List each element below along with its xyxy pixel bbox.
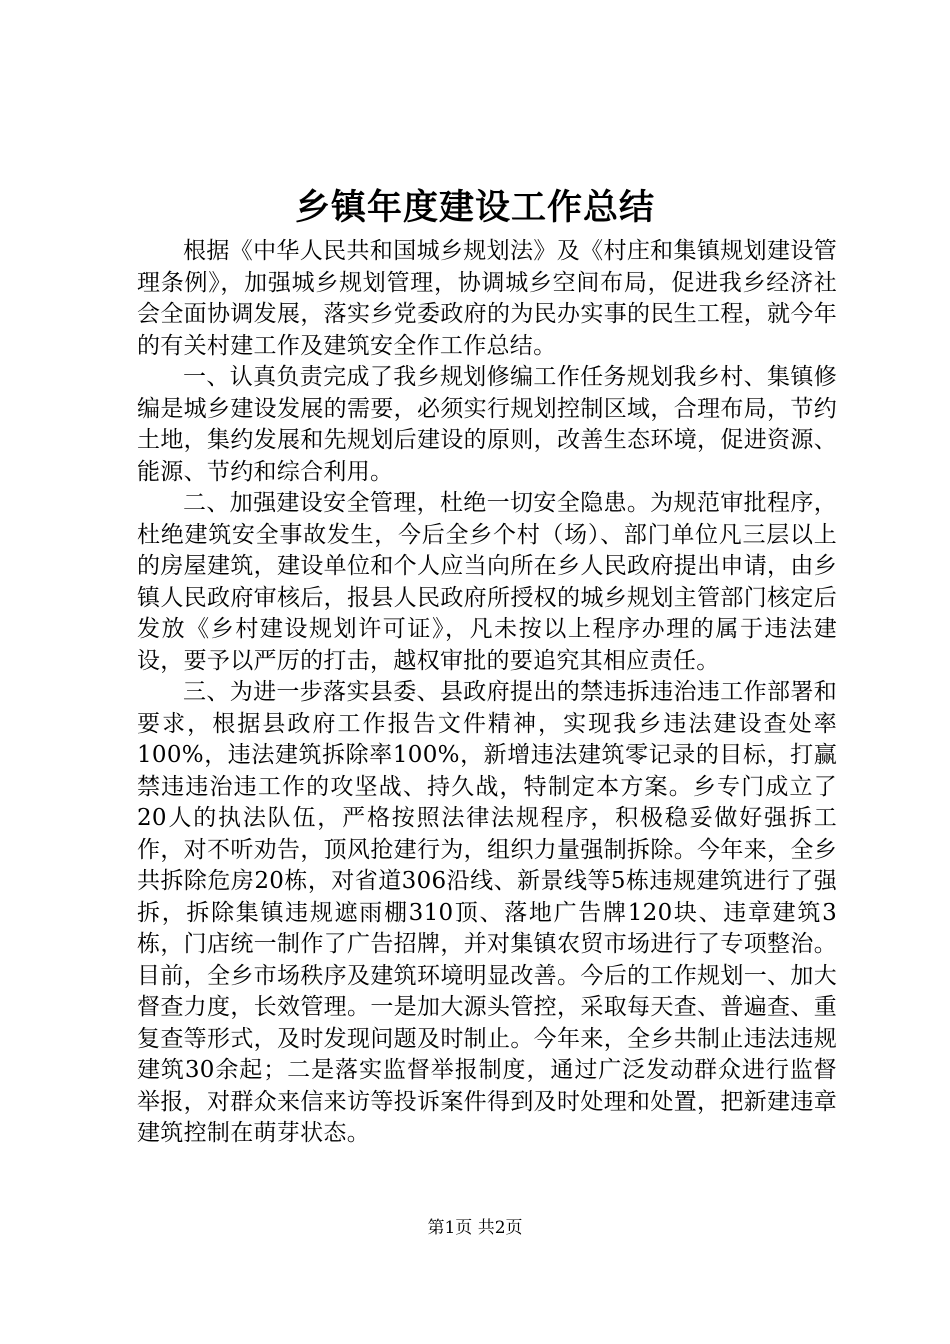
paragraph-section-3: 三、为进一步落实县委、县政府提出的禁违拆违治违工作部署和要求，根据县政府工作报告文件精神，实现我乡违法建设查处率100%，违法建筑拆除率100%，新增违法建筑零记录的目标，打赢禁违违治违工作的攻坚战、持久战，特制定本方案。乡专门成立了20人的执法队伍，严格按照法律法规程序，积极稳妥做好强拆工作，对不听劝告，顶风抢建行为，组织力量强制拆除。今年来，全乡共拆除危房20栋，对省道306沿线、新景线等5栋违规建筑进行了强拆，拆除集镇违规遮雨棚310顶、落地广告牌120块、违章建筑3栋，门店统一制作了广告招牌，并对集镇农贸市场进行了专项整治。目前，全乡市场秩序及建筑环境明显改善。今后的工作规划一、加大督查力度，长效管理。一是加大源头管控，采取每天查、普遍查、重复查等形式，及时发现问题及时制止。今年来，全乡共制止违法违规建筑30余起；二是落实监督举报制度，通过广泛发动群众进行监督举报，对群众来信来访等投诉案件得到及时处理和处置，把新建违章建筑控制在萌芽状态。 <box>137 679 837 1146</box>
paragraph-section-2: 二、加强建设安全管理，杜绝一切安全隐患。为规范审批程序，杜绝建筑安全事故发生，今后全乡个村（场）、部门单位凡三层以上的房屋建筑，建设单位和个人应当向所在乡人民政府提出申请，由乡镇人民政府审核后，报县人民政府所授权的城乡规划主管部门核定后发放《乡村建设规划许可证》，凡未按以上程序办理的属于违法建设，要予以严厉的打击，越权审批的要追究其相应责任。 <box>137 490 837 674</box>
paragraph-intro: 根据《中华人民共和国城乡规划法》及《村庄和集镇规划建设管理条例》，加强城乡规划管理，协调城乡空间布局，促进我乡经济社会全面协调发展，落实乡党委政府的为民办实事的民生工程，就今年的有关村建工作及建筑安全作工作总结。 <box>137 238 837 359</box>
page-title: 乡镇年度建设工作总结 <box>294 187 655 228</box>
page-footer: 第1页 共2页 <box>427 1218 523 1238</box>
document-body <box>137 236 837 1150</box>
paragraph-section-1: 一、认真负责完成了我乡规划修编工作任务规划我乡村、集镇修编是城乡建设发展的需要，必须实行规划控制区域，合理布局，节约土地，集约发展和先规划后建设的原则，改善生态环境，促进资源、能源、节约和综合利用。 <box>137 364 837 485</box>
